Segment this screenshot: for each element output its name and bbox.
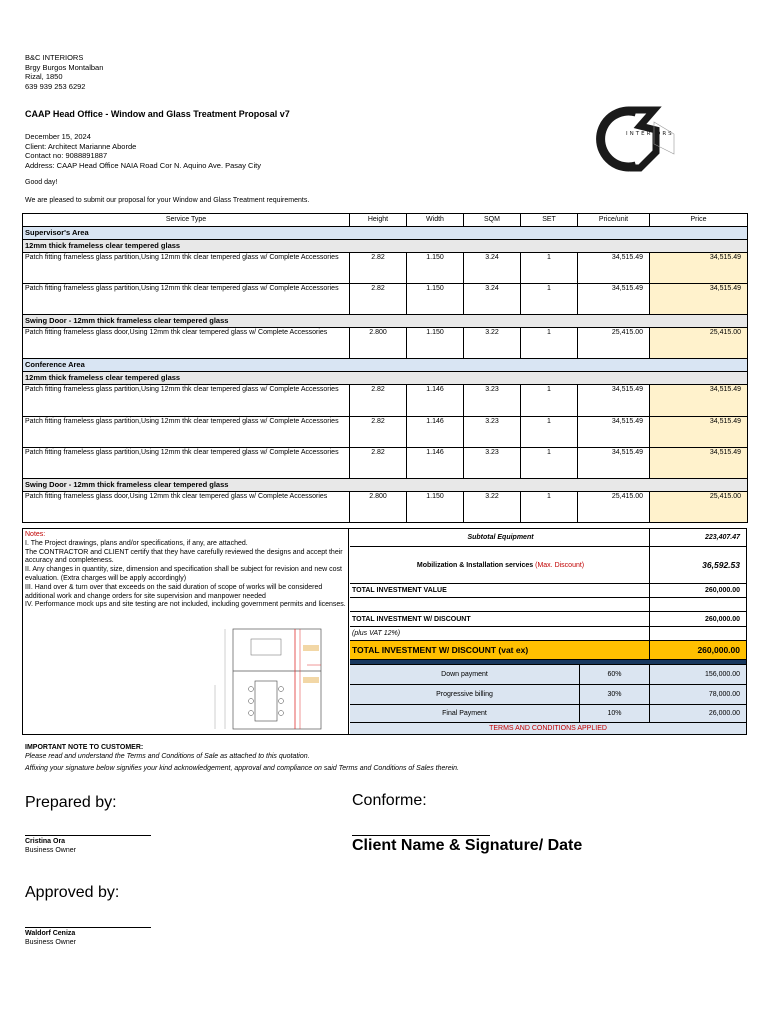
payment-amount: 156,000.00 (704, 671, 740, 678)
client-name: Client: Architect Marianne Aborde (25, 141, 137, 151)
area-row (23, 359, 748, 372)
conforme-label: Conforme: (352, 792, 427, 809)
tid-value: 260,000.00 (704, 615, 740, 623)
logo-text: INTERIORS (626, 131, 674, 137)
note-2: II. Any changes in quantity, size, dimension and specification shall be subject for revision and new cost evaluation. (Extra charges will be apply accordingly) (25, 566, 342, 582)
grand-total-label: TOTAL INVESTMENT W/ DISCOUNT (vat ex) (350, 641, 650, 659)
row-set: 1 (521, 253, 578, 284)
tiv-label: TOTAL INVESTMENT VALUE (350, 584, 650, 597)
company-phone: 639 939 253 6292 (25, 81, 86, 91)
section-label: 12mm thick frameless clear tempered glass (23, 240, 748, 253)
row-desc: Patch fitting frameless glass partition,Using 12mm thk clear tempered glass w/ Complete Accessories (23, 284, 350, 315)
col-sqm: SQM (464, 214, 521, 227)
row-price: 34,515.49 (650, 385, 748, 417)
section-row (23, 240, 748, 253)
row-set: 1 (521, 328, 578, 359)
table-row (23, 448, 748, 479)
col-price-unit: Price/unit (578, 214, 650, 227)
notes-panel (23, 529, 349, 734)
row-unit-price: 34,515.49 (578, 448, 650, 479)
company-info (25, 53, 103, 91)
payment-row (350, 665, 746, 685)
tid-label: TOTAL INVESTMENT W/ DISCOUNT (350, 612, 650, 626)
row-desc: Patch fitting frameless glass partition,Using 12mm thk clear tempered glass w/ Complete Accessories (23, 417, 350, 448)
quotation-table (22, 213, 748, 523)
row-width: 1.150 (407, 492, 464, 523)
intro-text: We are pleased to submit our proposal for your Window and Glass Treatment requirements. (25, 197, 310, 204)
payment-label: Final Payment (350, 705, 580, 722)
row-width: 1.146 (407, 448, 464, 479)
note-3: III. Hand over & turn over that exceeds on the said duration of scope of works will be considered additional work and change orders for site supervision and manpower needed (25, 583, 323, 600)
grand-total-row (350, 641, 746, 660)
row-width: 1.150 (407, 328, 464, 359)
section-label: Swing Door - 12mm thick frameless clear tempered glass (23, 315, 748, 328)
row-price: 25,415.00 (650, 328, 748, 359)
row-desc: Patch fitting frameless glass partition,Using 12mm thk clear tempered glass w/ Complete Accessories (23, 385, 350, 417)
payment-amount: 26,000.00 (708, 710, 740, 717)
row-width: 1.146 (407, 385, 464, 417)
customer-note-2: Affixing your signature below signifies your kind acknowledgement, approval and compliance on said Terms and Conditions of Sales therein. (25, 765, 459, 772)
col-price: Price (650, 214, 748, 227)
payment-row (350, 705, 746, 723)
row-height: 2.82 (350, 385, 407, 417)
greeting: Good day! (25, 179, 58, 186)
col-height: Height (350, 214, 407, 227)
payment-pct: 10% (580, 705, 650, 722)
row-desc: Patch fitting frameless glass partition,Using 12mm thk clear tempered glass w/ Complete Accessories (23, 448, 350, 479)
area-label: Conference Area (23, 359, 748, 372)
row-set: 1 (521, 492, 578, 523)
proposal-date: December 15, 2024 (25, 132, 91, 141)
table-row (23, 328, 748, 359)
row-width: 1.150 (407, 284, 464, 315)
notes-header: Notes: (25, 531, 46, 538)
row-set: 1 (521, 417, 578, 448)
payment-pct: 60% (580, 665, 650, 684)
section-row (23, 479, 748, 492)
client-address: Address: CAAP Head Office NAIA Road Cor N. Aquino Ave. Pasay City (25, 160, 261, 170)
client-contact: Contact no: 9088891887 (25, 151, 108, 160)
mobilization-label (350, 547, 650, 583)
company-address-1: Brgy Burgos Montalban (25, 62, 104, 72)
col-width: Width (407, 214, 464, 227)
row-price: 34,515.49 (650, 284, 748, 315)
payment-amount: 78,000.00 (708, 691, 740, 698)
row-price: 34,515.49 (650, 448, 748, 479)
row-height: 2.82 (350, 417, 407, 448)
note-1: I. The Project drawings, plans and/or specifications, if any, are attached. (25, 539, 248, 547)
row-set: 1 (521, 448, 578, 479)
vat-row (350, 627, 746, 641)
preparer-role: Business Owner (25, 847, 76, 854)
payment-row (350, 685, 746, 705)
row-height: 2.800 (350, 328, 407, 359)
subtotal-row (350, 529, 746, 547)
company-logo (596, 104, 696, 174)
mobilization-note: (Max. Discount) (535, 561, 585, 569)
row-sqm: 3.24 (464, 253, 521, 284)
area-row (23, 227, 748, 240)
row-sqm: 3.23 (464, 448, 521, 479)
note-1b: The CONTRACTOR and CLIENT certify that they have carefully reviewed the designs and accept their accuracy and completeness. (25, 548, 343, 565)
row-unit-price: 34,515.49 (578, 417, 650, 448)
row-width: 1.150 (407, 253, 464, 284)
row-unit-price: 25,415.00 (578, 328, 650, 359)
table-row (23, 492, 748, 523)
company-address-2: Rizal, 1850 (25, 72, 63, 81)
preparer-name: Cristina Ora (25, 838, 66, 845)
subtotal-value: 223,407.47 (704, 534, 740, 541)
client-signature-line (352, 835, 490, 836)
preparer-block (25, 837, 76, 855)
company-name: B&C INTERIORS (25, 53, 84, 62)
row-sqm: 3.22 (464, 492, 521, 523)
table-row (23, 385, 748, 417)
proposal-title: CAAP Head Office - Window and Glass Treatment Proposal v7 (25, 109, 290, 119)
row-unit-price: 25,415.00 (578, 492, 650, 523)
row-unit-price: 34,515.49 (578, 253, 650, 284)
row-price: 34,515.49 (650, 417, 748, 448)
row-sqm: 3.24 (464, 284, 521, 315)
area-label: Supervisor's Area (23, 227, 748, 240)
row-set: 1 (521, 385, 578, 417)
approved-by-label: Approved by: (25, 884, 120, 901)
terms-applied: TERMS AND CONDITIONS APPLIED (350, 723, 746, 734)
row-width: 1.146 (407, 417, 464, 448)
vat-label: (plus VAT 12%) (350, 627, 650, 640)
mobilization-text: Mobilization & Installation services (416, 561, 534, 569)
note-4: IV. Performance mock ups and site testing are not included, including government permits and licenses. (25, 601, 346, 609)
approver-block (25, 929, 76, 947)
prepared-by-label: Prepared by: (25, 794, 117, 811)
row-unit-price: 34,515.49 (578, 385, 650, 417)
prepared-signature-line (25, 835, 151, 836)
payment-label: Down payment (350, 665, 580, 684)
col-set: SET (521, 214, 578, 227)
tiv-row (350, 584, 746, 598)
row-sqm: 3.23 (464, 385, 521, 417)
tid-row (350, 612, 746, 627)
mobilization-row (350, 547, 746, 584)
row-sqm: 3.22 (464, 328, 521, 359)
col-service-type: Service Type (23, 214, 350, 227)
customer-note-title: IMPORTANT NOTE TO CUSTOMER: (25, 744, 144, 751)
proposal-meta (25, 132, 261, 170)
table-header-row (23, 214, 748, 227)
summary-block (22, 528, 747, 735)
table-row (23, 253, 748, 284)
row-unit-price: 34,515.49 (578, 284, 650, 315)
row-height: 2.800 (350, 492, 407, 523)
section-row (23, 315, 748, 328)
section-label: 12mm thick frameless clear tempered glass (23, 372, 748, 385)
mobilization-value: 36,592.53 (702, 560, 740, 570)
approver-name: Waldorf Ceniza (25, 930, 76, 937)
tiv-value: 260,000.00 (704, 587, 740, 594)
row-price: 25,415.00 (650, 492, 748, 523)
section-row (23, 372, 748, 385)
floor-plan-drawing (205, 625, 331, 733)
grand-total-value: 260,000.00 (697, 645, 740, 655)
row-desc: Patch fitting frameless glass partition,Using 12mm thk clear tempered glass w/ Complete Accessories (23, 253, 350, 284)
section-label: Swing Door - 12mm thick frameless clear tempered glass (23, 479, 748, 492)
approved-signature-line (25, 927, 151, 928)
table-row (23, 284, 748, 315)
customer-note-1: Please read and understand the Terms and Conditions of Sale as attached to this quotation. (25, 753, 310, 760)
client-signature-label: Client Name & Signature/ Date (352, 837, 583, 854)
payment-pct: 30% (580, 685, 650, 704)
table-row (23, 417, 748, 448)
row-desc: Patch fitting frameless glass door,Using 12mm thk clear tempered glass w/ Complete Accessories (23, 328, 350, 359)
row-sqm: 3.23 (464, 417, 521, 448)
row-height: 2.82 (350, 284, 407, 315)
customer-note (25, 743, 725, 773)
row-height: 2.82 (350, 448, 407, 479)
row-desc: Patch fitting frameless glass door,Using 12mm thk clear tempered glass w/ Complete Accessories (23, 492, 350, 523)
subtotal-label: Subtotal Equipment (350, 529, 650, 546)
row-price: 34,515.49 (650, 253, 748, 284)
payment-label: Progressive billing (350, 685, 580, 704)
row-height: 2.82 (350, 253, 407, 284)
approver-role: Business Owner (25, 939, 76, 946)
blank-row (350, 598, 746, 612)
row-set: 1 (521, 284, 578, 315)
